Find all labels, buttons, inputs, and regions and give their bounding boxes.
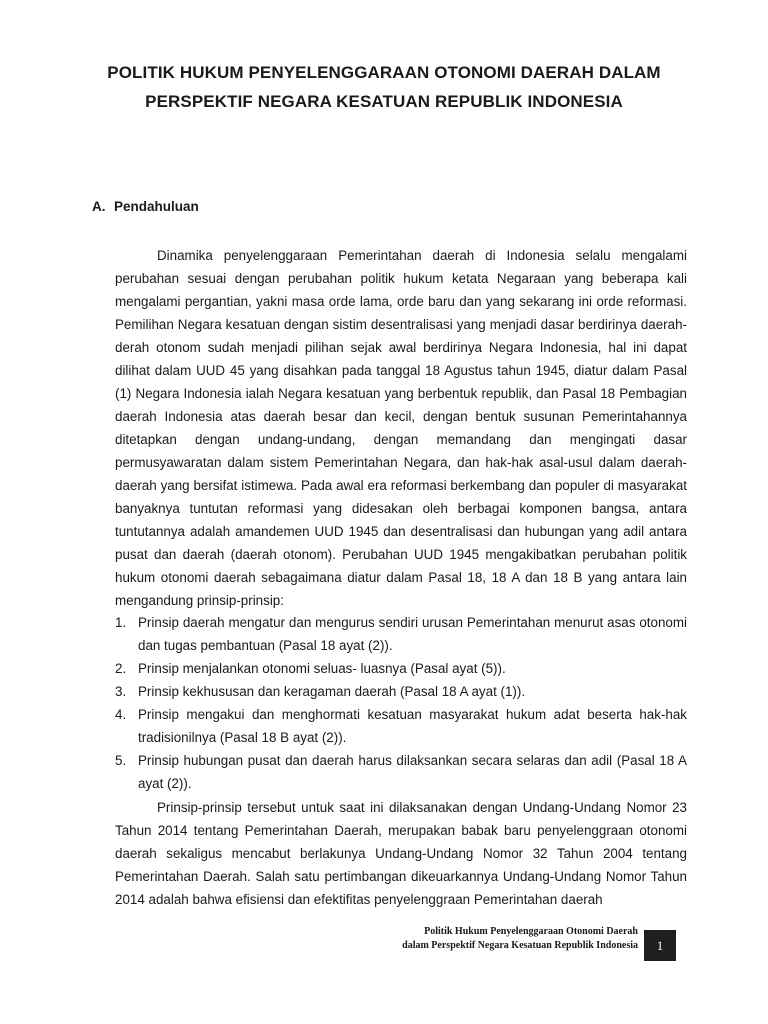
list-item-text: Prinsip mengakui dan menghormati kesatuan masyarakat hukum adat beserta hak-hak tradisionilnya (Pasal 18 B ayat (2)). (138, 707, 687, 745)
list-item-number: 4. (115, 707, 127, 722)
list-item-number: 3. (115, 684, 127, 699)
closing-paragraph: Prinsip-prinsip tersebut untuk saat ini dilaksanakan dengan Undang-Undang Nomor 23 Tahun 2014 tentang Pemerintahan Daerah, merupakan babak baru penyelenggraan otonomi daerah sekaligus mencabut berlakunya Undang-Undang Nomor 32 Tahun 2004 tentang Pemerintahan Daerah. Salah satu pertimbangan dikeuarkannya Undang-Undang Nomor Tahun 2014 adalah bahwa efisiensi dan efektifitas penyelenggraan Pemerintahan daerah (115, 800, 687, 907)
list-item-number: 5. (115, 753, 127, 768)
list-item-number: 2. (115, 661, 127, 676)
section-title: Pendahuluan (114, 199, 199, 214)
footer-line-1: Politik Hukum Penyelenggaraan Otonomi Daerah (424, 926, 638, 937)
section-number: A. (92, 199, 106, 214)
principles-list (115, 611, 687, 795)
list-item-text: Prinsip kekhususan dan keragaman daerah (Pasal 18 A ayat (1)). (138, 684, 526, 699)
document-title (60, 58, 708, 116)
list-item (115, 680, 687, 703)
list-item (115, 611, 687, 657)
section-heading (92, 199, 199, 214)
list-item-text: Prinsip daerah mengatur dan mengurus sendiri urusan Pemerintahan menurut asas otonomi dan tugas pembantuan (Pasal 18 ayat (2)). (138, 615, 687, 653)
title-line-1: POLITIK HUKUM PENYELENGGARAAN OTONOMI DAERAH DALAM (107, 63, 661, 82)
page-footer (402, 925, 638, 953)
list-item (115, 703, 687, 749)
footer-line-2: dalam Perspektif Negara Kesatuan Republik Indonesia (402, 940, 638, 951)
intro-paragraph: Dinamika penyelenggaraan Pemerintahan daerah di Indonesia selalu mengalami perubahan sesuai dengan perubahan politik hukum ketata Negaraan yang beberapa kali mengalami pergantian, yakni masa orde lama, orde baru dan yang sekarang ini orde reformasi. Pemilihan Negara kesatuan dengan sistim desentralisasi yang menjadi dasar berdirinya daerah-derah otonom sudah menjadi pilihan sejak awal berdirinya Negara Indonesia, hal ini dapat dilihat dalam UUD 45 yang disahkan pada tanggal 18 Agustus tahun 1945, diatur dalam Pasal (1) Negara Indonesia ialah Negara kesatuan yang berbentuk republik, dan Pasal 18 Pembagian daerah Indonesia atas daerah besar dan kecil, dengan bentuk susunan Pemerintahannya ditetapkan dengan undang-undang, dengan memandang dan mengingati dasar permusyawaratan dalam sistem Pemerintahan Negara, dan hak-hak asal-usul dalam daerah-daerah yang bersifat istimewa. Pada awal era reformasi berkembang dan populer di masyarakat banyaknya tuntutan reformasi yang didesakan oleh berbagai komponen bangsa, antara tuntutannya adalah amandemen UUD 1945 dan desentralisasi dan hubungan yang adil antara pusat dan daerah (daerah otonom). Perubahan UUD 1945 mengakibatkan perubahan politik hukum otonomi daerah sebagaimana diatur dalam Pasal 18, 18 A dan 18 B yang antara lain mengandung prinsip-prinsip: (115, 248, 687, 608)
list-item (115, 657, 687, 680)
list-item-text: Prinsip hubungan pusat dan daerah harus dilaksankan secara selaras dan adil (Pasal 18 A ayat (2)). (138, 753, 687, 791)
list-item (115, 749, 687, 795)
list-item-number: 1. (115, 615, 127, 630)
list-item-text: Prinsip menjalankan otonomi seluas- luasnya (Pasal ayat (5)). (138, 661, 506, 676)
title-line-2: PERSPEKTIF NEGARA KESATUAN REPUBLIK INDONESIA (145, 92, 623, 111)
page-number: 1 (644, 930, 676, 961)
